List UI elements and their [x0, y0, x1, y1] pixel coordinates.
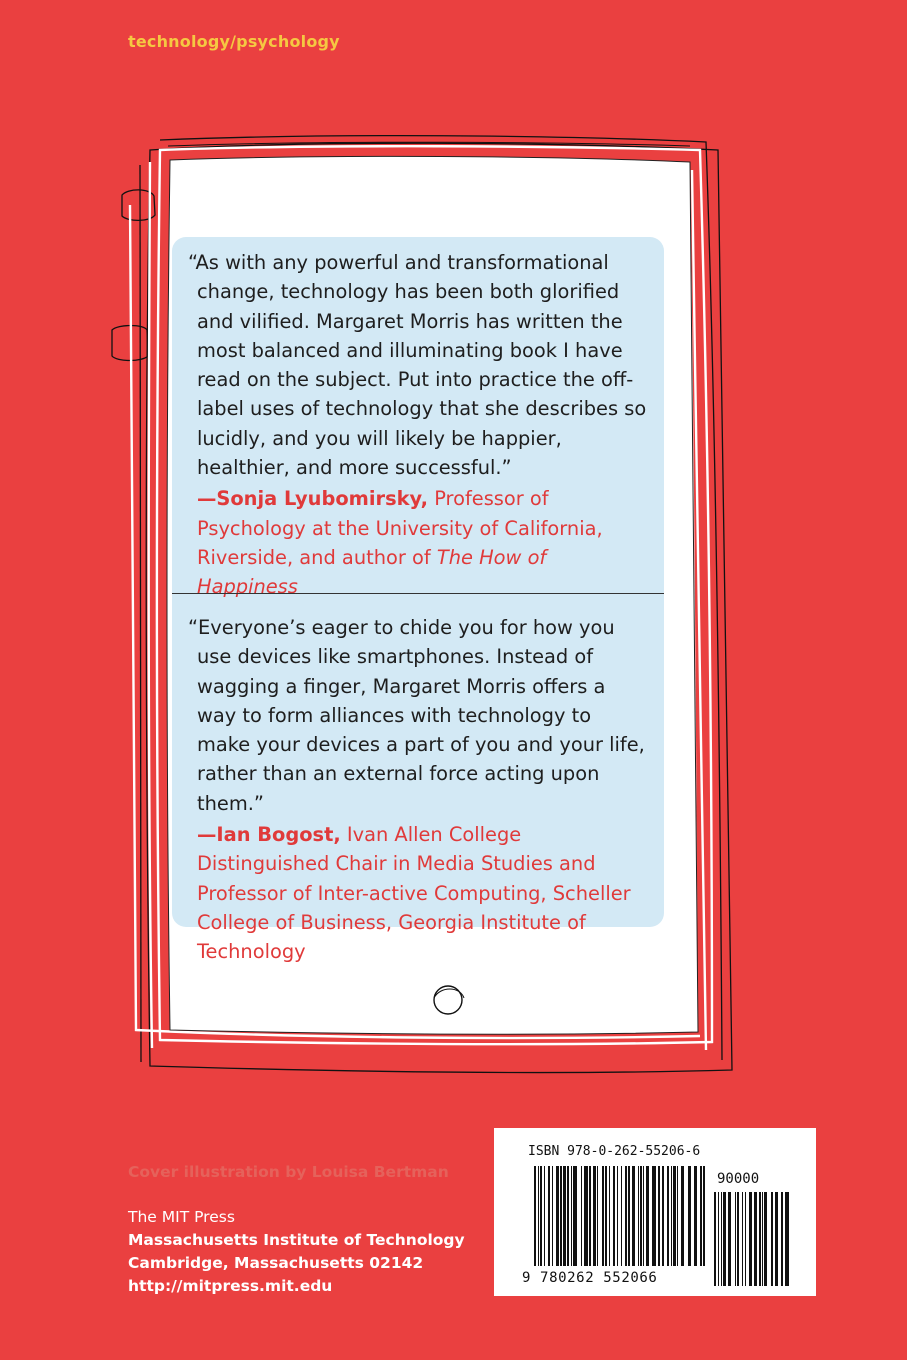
barcode-bar	[749, 1192, 752, 1286]
ean-digits: 9 780262 552066	[522, 1270, 658, 1286]
barcode-bar	[771, 1192, 773, 1286]
barcode-bar	[737, 1192, 739, 1286]
publisher-name: The MIT Press	[128, 1208, 235, 1226]
barcode-bar	[723, 1192, 726, 1286]
barcode-bar	[775, 1192, 778, 1286]
quote-author: —Ian Bogost,	[197, 823, 341, 847]
quote-bogost	[188, 613, 648, 967]
barcode-bar	[742, 1192, 743, 1286]
barcode-bar	[759, 1192, 761, 1286]
barcode-bar	[781, 1192, 783, 1286]
publisher-url: http://mitpress.mit.edu	[128, 1277, 333, 1295]
barcode-bar	[762, 1192, 763, 1286]
price-code: 90000	[717, 1171, 760, 1187]
publisher-city: Cambridge, Massachusetts 02142	[128, 1254, 424, 1272]
barcode-bar	[785, 1192, 789, 1286]
barcode-box	[494, 1128, 816, 1296]
publisher-block	[128, 1206, 465, 1298]
barcode-bar	[735, 1192, 736, 1286]
barcode-bar	[745, 1192, 746, 1286]
illustration-credit: Cover illustration by Louisa Bertman	[128, 1163, 449, 1181]
publisher-institute: Massachusetts Institute of Technology	[128, 1231, 465, 1249]
book-title: The How of Happiness	[197, 545, 547, 599]
isbn-label: ISBN 978-0-262-55206-6	[528, 1144, 701, 1159]
quote-affiliation: Ivan Allen College Distinguished Chair in Media Studies and Professor of Inter-active Computing, Scheller College of Business, Georgia Institute of Technology	[197, 823, 631, 964]
quote-divider	[172, 593, 664, 594]
quote-text: “As with any powerful and transformational change, technology has been both glorified and vilified. Margaret Morris has written the most balanced and illuminating book I have read on the subject. Put into practice the off-label uses of technology that she describes so lucidly, and you will likely be happier, healthier, and more successful.”	[188, 251, 647, 480]
barcode-bar	[754, 1192, 757, 1286]
category-label: technology/psychology	[128, 32, 340, 51]
barcode-bar	[721, 1192, 722, 1286]
quote-attribution	[188, 484, 648, 601]
barcode-bar	[718, 1192, 719, 1286]
quote-affiliation: Professor of Psychology at the University of California, Riverside, and author of	[197, 487, 603, 569]
barcode-bar	[764, 1192, 767, 1286]
quote-lyubomirsky	[188, 248, 648, 602]
barcode-bar	[728, 1192, 731, 1286]
barcode-bar	[714, 1192, 716, 1286]
quote-author: —Sonja Lyubomirsky,	[197, 487, 429, 511]
quote-attribution	[188, 820, 648, 966]
quote-text: “Everyone’s eager to chide you for how you use devices like smartphones. Instead of wagging a finger, Margaret Morris offers a way to form alliances with technology to make your devices a part of you and your life, rather than an external force acting upon them.”	[188, 616, 645, 815]
